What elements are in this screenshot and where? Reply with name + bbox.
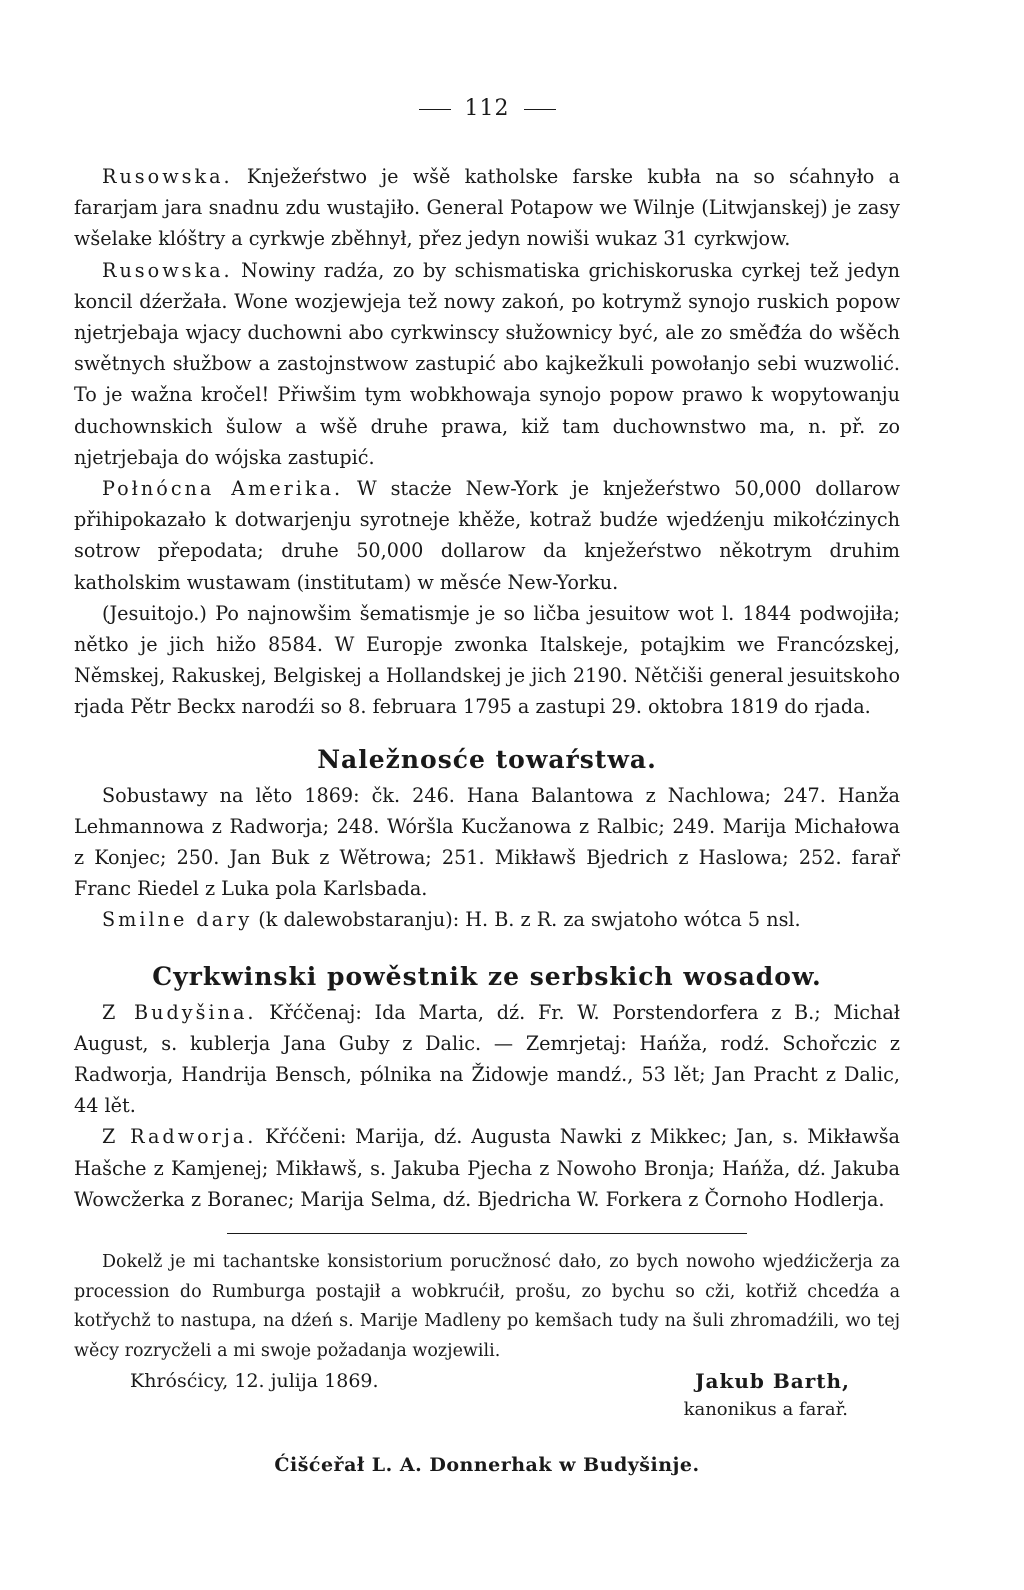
paragraph-text: Křćčenaj: Ida Marta, dź. Fr. W. Porstendorfera z B.; Michał August, s. kublerja Jana Guby z Dalic. — Zemrjetaj: Hańža, rodź. Schořczic z Radworja, Handrija Bensch, pólnika na Židowje mandź., 53 lět; Jan Pracht z Dalic, 44 lět. xyxy=(74,1000,900,1118)
paragraph-donations xyxy=(74,904,900,935)
paragraph-text: (k dalewobstaranju): H. B. z R. za swjatoho wótca 5 nsl. xyxy=(252,908,801,932)
society-section xyxy=(74,780,900,936)
paragraph-text: Nowiny radźa, zo by schismatiska grichiskoruska cyrkej tež jedyn koncil dźeržała. Wone wozjewjeja tež nowy zakoń, po kotrymž synojo ruskich popow njetrjebaja wjacy duchowni abo cyrkwinscy słužownicy być, ale zo směđźa do wšěch swětnych słužbow a zastojnstwow zastupić abo kajkežkuli powołanjo sebi wuzwolić. To je wažna kročel! Přiwšim tym wobkhowaja synojo popow prawo k wopytowanju duchownskich šulow a wšě druhe prawa, kiž tam duchownstwo ma, n. př. zo njetrjebaja do wójska zastupić. xyxy=(74,258,900,469)
divider xyxy=(227,1233,747,1234)
paragraph-text: Křćčeni: Marija, dź. Augusta Nawki z Mikkec; Jan, s. Mikławša Hašche z Kamjenej; Mikławš, s. Jakuba Pjecha z Nowoho Bronja; Hańža, dź. Jakuba Wowcžerka z Boranec; Marija Selma, dź. Bjedricha W. Forkera z Čornoho Hodlerja. xyxy=(74,1125,900,1211)
paragraph-members xyxy=(74,780,900,905)
dash-right xyxy=(524,109,556,110)
announcement xyxy=(74,1248,900,1424)
page-number-text: 112 xyxy=(464,96,510,121)
heading-society: Naležnosće towaŕstwa. xyxy=(317,744,657,774)
signature-line xyxy=(74,1366,900,1396)
paragraph-rusowska-1 xyxy=(74,161,900,255)
dash-left xyxy=(419,109,451,110)
paragraph-text: Po najnowšim šematismje je so ličba jesuitow wot l. 1844 podwojiła; nětko je jich hižo 8584. W Europje zwonka Italskeje, potajkim we Francózskej, Němskej, Rakuskej, Belgiskej a Hollandskej je jich 2190. Nětčiši general jesuitskoho rjada Pětr Beckx narodźi so 8. februara 1795 a zastupi 29. oktobra 1819 do rjada. xyxy=(74,601,900,719)
paragraph-jesuitojo xyxy=(74,598,900,723)
page-number xyxy=(74,96,900,121)
signature-name: Jakub Barth, xyxy=(695,1369,850,1394)
paragraph-lead: Rusowska. xyxy=(102,258,233,282)
paragraph-text: Knježeŕstwo je wšě katholske farske kubła na so sćahnyło a fararjam jara snadnu zdu wustajiło. General Potapow we Wilnje (Litwjanskej) je zasy wšelake klóštry a cyrkwje zběhnył, přez jedyn nowiši wukaz 31 cyrkwjow. xyxy=(74,165,900,251)
paragraph-budysin xyxy=(74,997,900,1122)
paragraph-lead: Z Budyšina. xyxy=(102,1000,257,1024)
paragraph-rusowska-2 xyxy=(74,255,900,473)
paragraph-lead: Smilne dary xyxy=(102,908,253,932)
paragraph-text: Sobustawy na lěto 1869: čk. 246. Hana Balantowa z Nachlowa; 247. Hanža Lehmannowa z Radworja; 248. Wóršla Kucžanowa z Ralbic; 249. Marija Michałowa z Konjec; 250. Jan Buk z Wětrowa; 251. Mikławš Bjedrich z Haslowa; 252. farař Franc Riedel z Luka pola Karlsbada. xyxy=(74,783,900,901)
church-news-section xyxy=(74,997,900,1215)
printer-imprint: Ćišćeřał L. A. Donnerhak w Budyšinje. xyxy=(274,1454,700,1477)
signature-role: kanonikus a farař. xyxy=(683,1399,848,1421)
paragraph-lead: Połnócna Amerika. xyxy=(102,477,344,501)
paragraph-radwor xyxy=(74,1121,900,1215)
paragraph-lead: (Jesuitojo.) xyxy=(102,601,207,625)
signature-place-date: Khrósćicy, 12. julija 1869. xyxy=(130,1370,379,1393)
paragraph-lead: Rusowska. xyxy=(102,165,233,188)
document-page xyxy=(74,96,900,1476)
announcement-text: Dokelž je mi tachantske konsistorium porucžnosć dało, zo bych nowoho wjedźicžerja za procession do Rumburga postajił a wobkrućił, prošu, zo bychu so cži, kotřiž chcedźa a kotřychž to nastupa, na dźeń s. Marije Madleny po kemšach tudy na šuli zhromadźili, wo tej wěcy rozrycželi a mi swoje požadanja wozjewili. xyxy=(74,1252,900,1361)
paragraph-amerika xyxy=(74,473,900,598)
paragraph-text: W stacże New-York je knježeŕstwo 50,000 dollarow přihipokazało k dotwarjenju syrotneje khěže, kotraž budźe wjedźenju mikołćzinych sotrow přepodata; druhe 50,000 dollarow da knježeŕstwo někotrym druhim katholskim wustawam (institutam) w měsće New-Yorku. xyxy=(74,477,900,594)
news-section xyxy=(74,161,900,723)
paragraph-lead: Z Radworja. xyxy=(102,1125,257,1149)
heading-church-news: Cyrkwinski powěstnik ze serbskich wosadow. xyxy=(152,961,822,991)
